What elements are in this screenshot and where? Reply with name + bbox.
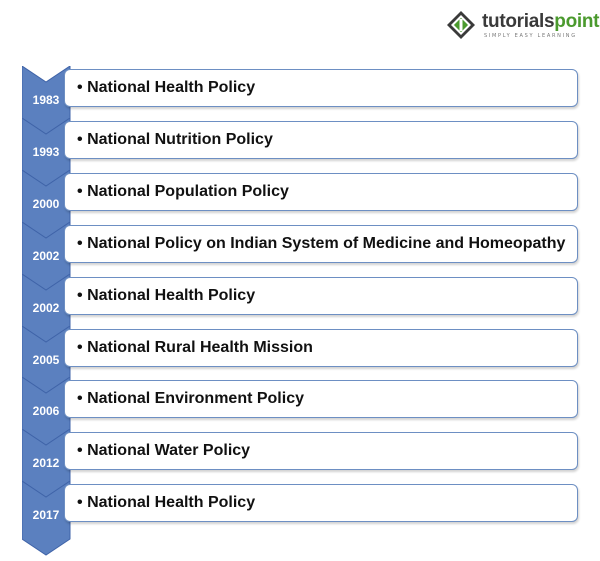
timeline-item-box [64,69,578,107]
timeline-item-label: National Population Policy [87,182,289,200]
timeline-year-label: 1993 [32,144,60,159]
timeline-item-box [64,225,578,263]
timeline-item-label: National Health Policy [87,79,256,96]
timeline-item-box [64,121,578,159]
bullet-icon: • [77,79,83,96]
timeline-year-label: 1983 [32,93,60,107]
bullet-icon: • [77,338,83,356]
timeline-year-label: 2012 [32,456,60,471]
timeline-year-label: 2005 [32,352,60,367]
timeline-item-text [77,79,255,97]
timeline-item-box [64,484,578,522]
timeline-item-text [77,183,289,201]
timeline-year-label: 2002 [32,248,60,263]
bullet-icon: • [77,494,83,512]
timeline-year-label: 2017 [32,508,60,523]
bullet-icon: • [77,182,83,200]
timeline-item-label: National Policy on Indian System of Medicine and Homeopathy [87,234,566,252]
timeline-item-text [77,442,250,460]
timeline-item-label: National Water Policy [87,442,251,460]
timeline-year-label: 2002 [32,300,60,315]
timeline-item-label: National Rural Health Mission [87,338,313,356]
timeline-item-text [77,339,313,357]
timeline-item-label: National Environment Policy [87,390,304,408]
timeline-item-text [77,390,304,408]
timeline-year-label: 2000 [32,196,60,211]
timeline-item-text [77,494,255,512]
timeline-item-text [77,131,273,149]
bullet-icon: • [77,442,83,460]
bullet-icon: • [77,130,83,148]
logo-name-main: tutorials [482,11,555,32]
timeline-item-label: National Health Policy [87,494,256,512]
logo-tagline: SIMPLY EASY LEARNING [484,33,577,39]
timeline-item-box [64,277,578,315]
timeline-item-box [64,329,578,367]
timeline-item-box [64,380,578,418]
timeline-item-label: National Nutrition Policy [87,130,273,148]
timeline-year-label: 2006 [32,404,60,419]
bullet-icon: • [77,234,83,252]
bullet-icon: • [77,390,83,408]
logo-name-accent: point [554,11,600,32]
bullet-icon: • [77,286,83,304]
timeline-item-box [64,432,578,470]
timeline-item-text [77,235,565,253]
timeline-item-label: National Health Policy [87,286,256,304]
timeline-item-box [64,173,578,211]
timeline-item-text [77,287,255,305]
